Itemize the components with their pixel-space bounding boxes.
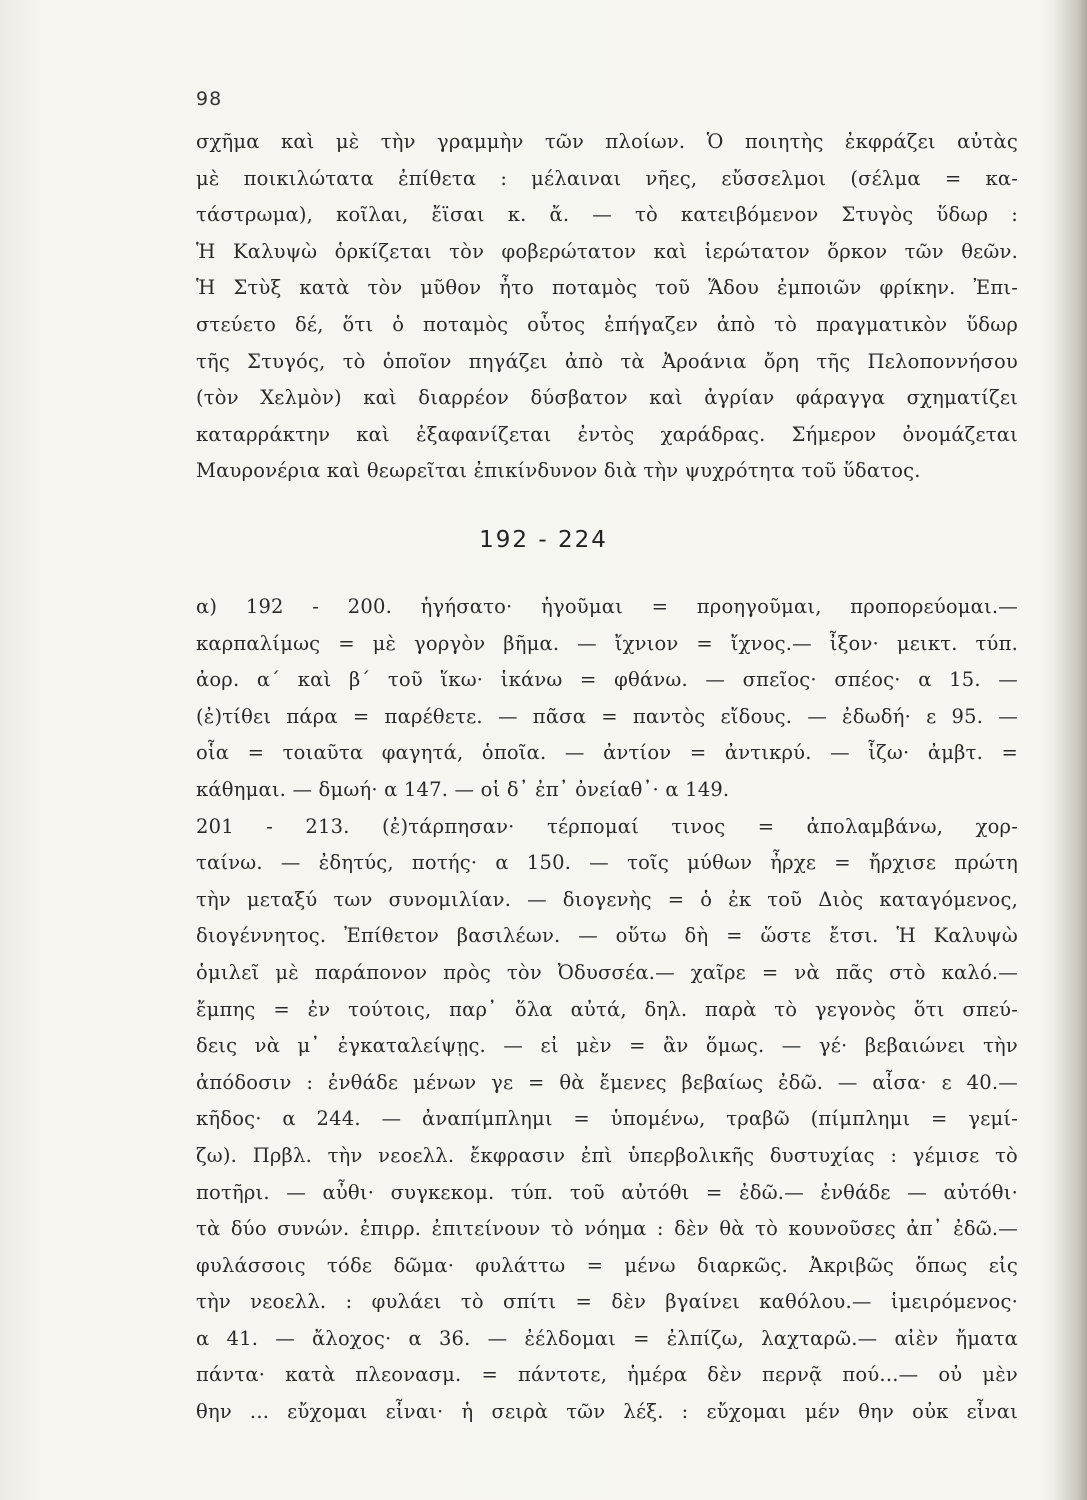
paragraph-stygian-water <box>196 124 1018 490</box>
commentary-192-224 <box>196 589 1018 1431</box>
text-line: 201 - 213. (ἐ)τάρπησαν· τέρπομαί τινος = ἀπολαμβάνω, χορ- <box>196 814 1018 838</box>
text-line: κάθημαι. — δμωή· α 147. — οἱ δ᾽ ἐπ᾽ ὀνείαθ᾽· α 149. <box>196 777 730 801</box>
text-line: τὰ δύο συνών. ἐπιρρ. ἐπιτείνουν τὸ νόημα : δὲν θὰ τὸ κουνοῦσες ἀπ᾽ ἐδῶ.— <box>196 1217 1018 1241</box>
text-line: οἷα = τοιαῦτα φαγητά, ὁποῖα. — ἀντίον = ἀντικρύ. — ἷζω· ἀμβτ. = <box>196 741 1018 765</box>
text-line: τὴν μεταξύ των συνομιλίαν. — διογενὴς = ὁ ἐκ τοῦ Διὸς καταγόμενος, <box>196 887 1018 911</box>
text-line: ἀπόδοσιν : ἐνθάδε μένων γε = θὰ ἔμενες βεβαίως ἐδῶ. — αἶσα· ε 40.— <box>196 1070 1018 1094</box>
section-heading: 192 - 224 <box>479 527 608 553</box>
text-line: διογέννητος. Ἐπίθετον βασιλέων. — οὕτω δὴ = ὥστε ἔτσι. Ἡ Καλυψὼ <box>196 924 1018 948</box>
text-line: Ἡ Στὺξ κατὰ τὸν μῦθον ἦτο ποταμὸς τοῦ Ἅδου ἐμποιῶν φρίκην. Ἐπι- <box>196 276 1018 300</box>
text-line: ποτῆρι. — αὖθι· συγκεκομ. τύπ. τοῦ αὐτόθι = ἐδῶ.— ἐνθάδε — αὐτόθι· <box>196 1180 1018 1204</box>
text-line: α) 192 - 200. ἡγήσατο· ἡγοῦμαι = προηγοῦμαι, προπορεύομαι.— <box>196 595 1018 618</box>
page-number: 98 <box>196 88 223 110</box>
text-line: τάστρωμα), κοῖλαι, ἔϊσαι κ. ἄ. — τὸ κατειβόμενον Στυγὸς ὕδωρ : <box>196 203 1018 227</box>
text-line: τῆς Στυγός, τὸ ὁποῖον πηγάζει ἀπὸ τὰ Ἀροάνια ὄρη τῆς Πελοποννήσου <box>196 349 1018 373</box>
text-line: ὁμιλεῖ μὲ παράπονον πρὸς τὸν Ὀδυσσέα.— χαῖρε = νὰ πᾶς στὸ καλό.— <box>196 960 1018 984</box>
text-line: ἀορ. α΄ καὶ β΄ τοῦ ἵκω· ἱκάνω = φθάνω. — σπεῖος· σπέος· α 15. — <box>196 668 1018 692</box>
text-line: στεύετο δέ, ὅτι ὁ ποταμὸς οὗτος ἐπήγαζεν ἀπὸ τὸ πραγματικὸν ὕδωρ <box>196 312 1018 336</box>
text-line: φυλάσσοις τόδε δῶμα· φυλάττω = μένω διαρκῶς. Ἀκριβῶς ὅπως εἰς <box>196 1253 1018 1277</box>
text-line: καρπαλίμως = μὲ γοργὸν βῆμα. — ἴχνιον = ἴχνος.— ἶξον· μεικτ. τύπ. <box>196 631 1018 655</box>
text-line: ταίνω. — ἐδητύς, ποτής· α 150. — τοῖς μύθων ἦρχε = ἤρχισε πρώτη <box>196 851 1018 875</box>
text-line: θην ... εὔχομαι εἶναι· ἡ σειρὰ τῶν λέξ. : εὔχομαι μέν θην οὐκ εἶναι <box>196 1400 1018 1424</box>
text-line: δεις νὰ μ᾽ ἐγκαταλείψῃς. — εἰ μὲν = ἂν ὅμως. — γέ· βεβαιώνει τὴν <box>196 1034 1018 1058</box>
text-line: ζω). Πρβλ. τὴν νεοελλ. ἔκφρασιν ἐπὶ ὑπερβολικῆς δυστυχίας : γέμισε τὸ <box>196 1143 1018 1167</box>
text-line: κῆδος· α 244. — ἀναπίμπλημι = ὑπομένω, τραβῶ (πίμπλημι = γεμί- <box>196 1107 1018 1131</box>
text-line: Μαυρονέρια καὶ θεωρεῖται ἐπικίνδυνον διὰ τὴν ψυχρότητα τοῦ ὕδατος. <box>196 459 921 483</box>
text-line: (τὸν Χελμὸν) καὶ διαρρέον δύσβατον καὶ ἀγρίαν φάραγγα σχηματίζει <box>196 386 1018 410</box>
text-line: α 41. — ἄλοχος· α 36. — ἐέλδομαι = ἐλπίζω, λαχταρῶ.— αἰὲν ἤματα <box>196 1326 1018 1350</box>
text-line: (ἐ)τίθει πάρα = παρέθετε. — πᾶσα = παντὸς εἴδους. — ἐδωδή· ε 95. — <box>196 704 1018 728</box>
text-line: σχῆμα καὶ μὲ τὴν γραμμὴν τῶν πλοίων. Ὁ ποιητὴς ἐκφράζει αὐτὰς <box>196 130 1018 153</box>
page-edge-shadow <box>1053 0 1087 1500</box>
text-line: ἔμπης = ἐν τούτοις, παρ᾽ ὅλα αὐτά, δηλ. παρὰ τὸ γεγονὸς ὅτι σπεύ- <box>196 997 1018 1021</box>
text-line: μὲ ποικιλώτατα ἐπίθετα : μέλαιναι νῆες, εὔσσελμοι (σέλμα = κα- <box>196 166 1018 190</box>
text-line: πάντα· κατὰ πλεονασμ. = πάντοτε, ἡμέρα δὲν περνᾷ πού...— οὐ μὲν <box>196 1363 1018 1387</box>
text-line: Ἡ Καλυψὼ ὁρκίζεται τὸν φοβερώτατον καὶ ἱερώτατον ὅρκον τῶν θεῶν. <box>196 239 1018 263</box>
text-line: τὴν νεοελλ. : φυλάει τὸ σπίτι = δὲν βγαίνει καθόλου.— ἱμειρόμενος· <box>196 1290 1018 1314</box>
text-line: καταρράκτην καὶ ἐξαφανίζεται ἐντὸς χαράδρας. Σήμερον ὀνομάζεται <box>196 422 1018 446</box>
